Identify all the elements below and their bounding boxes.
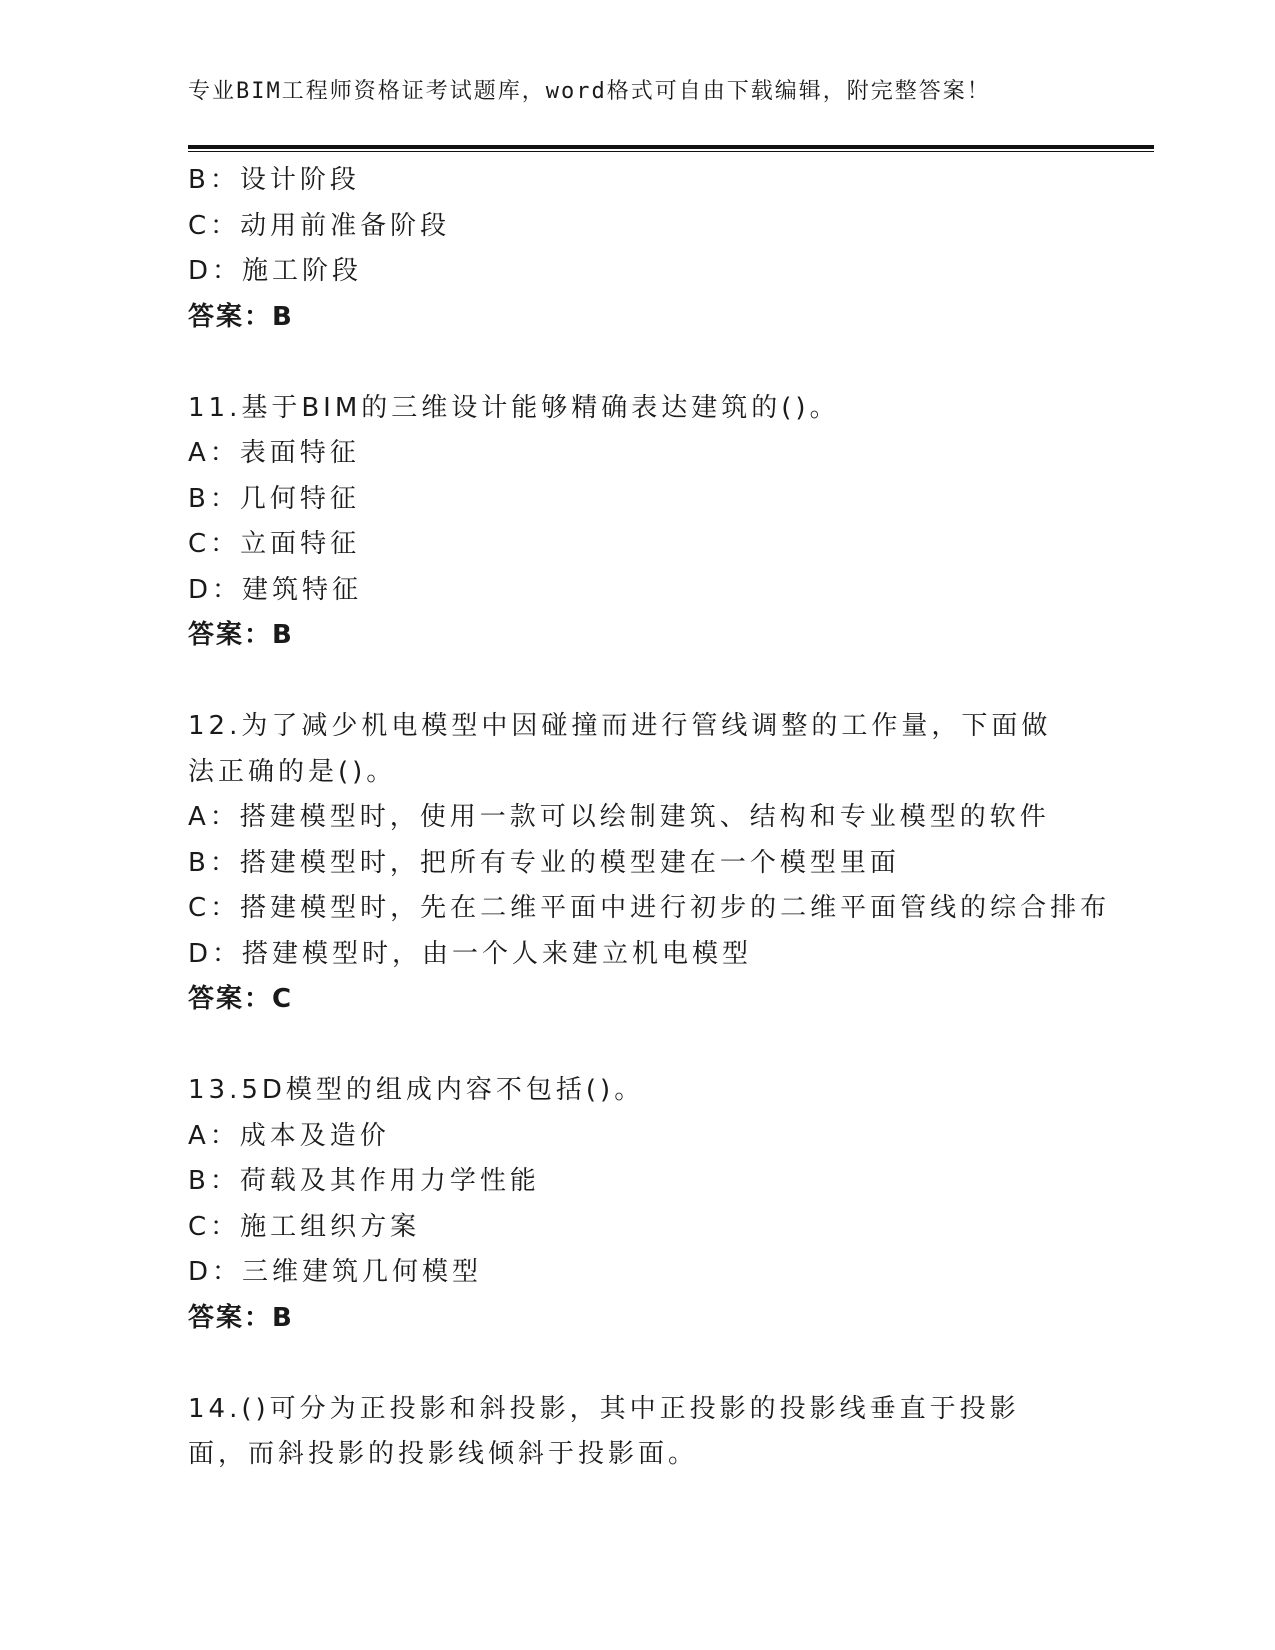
question-block-12 bbox=[188, 704, 1111, 1023]
page-header: 专业BIM工程师资格证考试题库，word格式可自由下载编辑，附完整答案！ bbox=[188, 79, 991, 104]
spacer bbox=[188, 659, 1088, 705]
question-block-13 bbox=[188, 1068, 1088, 1341]
option-item: A：搭建模型时，使用一款可以绘制建筑、结构和专业模型的软件 bbox=[188, 802, 1050, 832]
document-content bbox=[188, 158, 1111, 1478]
answer-line: 答案：B bbox=[188, 301, 294, 332]
question-text: 14.()可分为正投影和斜投影，其中正投影的投影线垂直于投影面，而斜投影的投影线倾斜于投影面。 bbox=[188, 1393, 1020, 1469]
header-rule-thick bbox=[188, 145, 1154, 149]
question-text: 12.为了减少机电模型中因碰撞而进行管线调整的工作量，下面做法正确的是()。 bbox=[188, 711, 1052, 787]
answer-line: 答案：B bbox=[188, 620, 294, 650]
option-item: A：表面特征 bbox=[188, 438, 360, 468]
option-item: D：建筑特征 bbox=[188, 574, 363, 605]
option-item: D：三维建筑几何模型 bbox=[188, 1257, 483, 1287]
option-item: D：搭建模型时，由一个人来建立机电模型 bbox=[188, 938, 753, 969]
spacer bbox=[188, 340, 1088, 386]
question-block-11 bbox=[188, 386, 1088, 659]
option-item: A：成本及造价 bbox=[188, 1120, 390, 1151]
option-item: B：设计阶段 bbox=[188, 165, 360, 195]
question-block-14 bbox=[188, 1387, 1088, 1478]
option-item: D：施工阶段 bbox=[188, 256, 363, 286]
question-text: 11.基于BIM的三维设计能够精确表达建筑的()。 bbox=[188, 392, 840, 423]
option-item: C：动用前准备阶段 bbox=[188, 210, 451, 241]
option-item: C：搭建模型时，先在二维平面中进行初步的二维平面管线的综合排布 bbox=[188, 893, 1111, 923]
spacer bbox=[188, 1023, 1088, 1069]
answer-line: 答案：C bbox=[188, 984, 294, 1014]
option-item: C：立面特征 bbox=[188, 529, 361, 559]
spacer bbox=[188, 1341, 1088, 1387]
option-item: B：荷载及其作用力学性能 bbox=[188, 1166, 540, 1196]
option-item: B：几何特征 bbox=[188, 483, 360, 514]
answer-line: 答案：B bbox=[188, 1302, 294, 1333]
option-item: C：施工组织方案 bbox=[188, 1211, 421, 1242]
question-block-prev bbox=[188, 158, 1088, 340]
header-rule-thin bbox=[188, 151, 1154, 152]
option-item: B：搭建模型时，把所有专业的模型建在一个模型里面 bbox=[188, 847, 900, 878]
question-text: 13.5D模型的组成内容不包括()。 bbox=[188, 1075, 645, 1105]
